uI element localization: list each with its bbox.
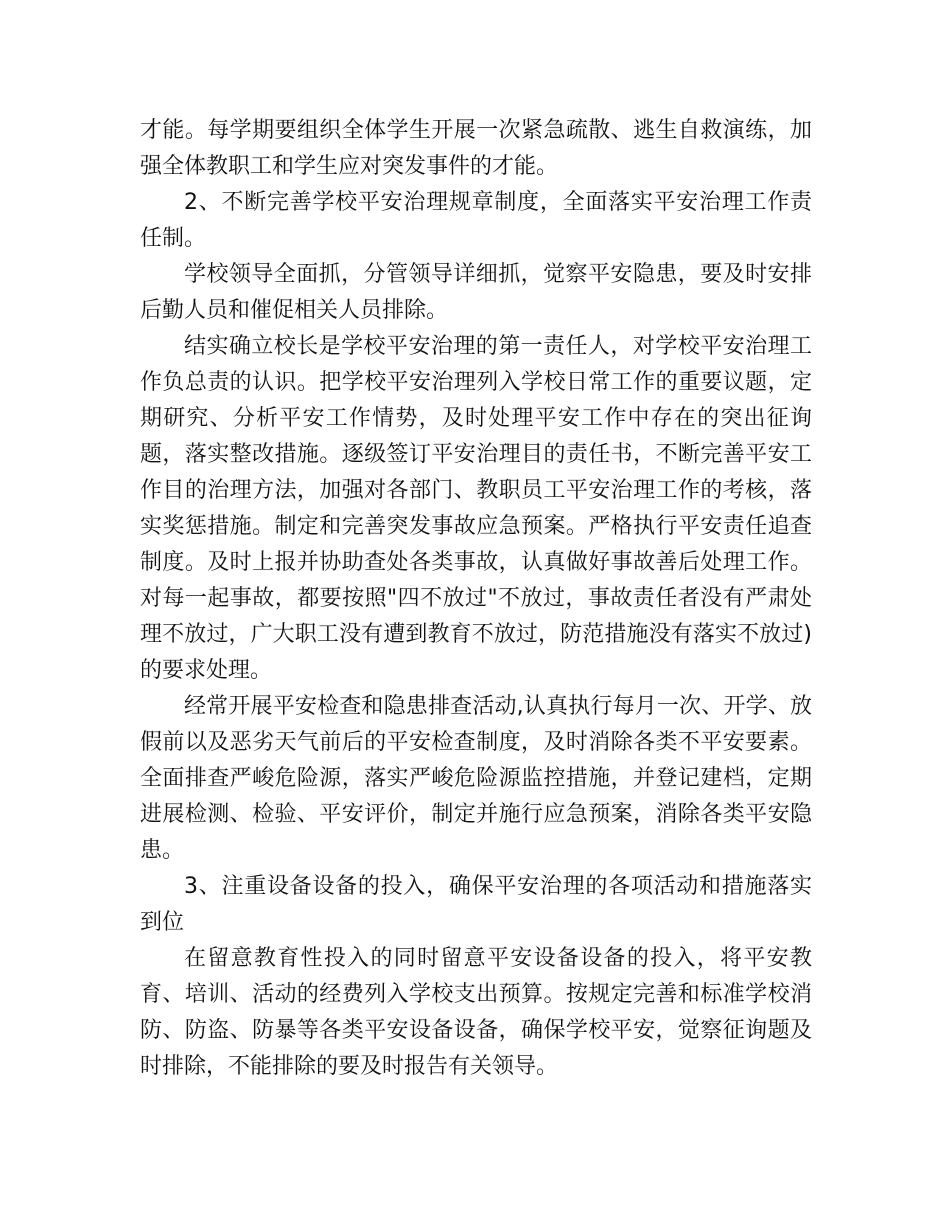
paragraph: 学校领导全面抓，分管领导详细抓，觉察平安隐患，要及时安排后勤人员和催促相关人员排除。 — [140, 262, 812, 323]
document-body — [140, 113, 812, 1085]
paragraph-heading-2: 2、不断完善学校平安治理规章制度，全面落实平安治理工作责任制。 — [140, 190, 812, 251]
paragraph: 结实确立校长是学校平安治理的第一责任人，对学校平安治理工作负总责的认识。把学校平安治理列入学校日常工作的重要议题，定期研究、分析平安工作情势，及时处理平安工作中存在的突出征询题，落实整改措施。逐级签订平安治理目的责任书，不断完善平安工作目的治理方法，加强对各部门、教职员工平安治理工作的考核，落实奖惩措施。制定和完善突发事故应急预案。严格执行平安责任追查制度。及时上报并协助查处各类事故，认真做好事故善后处理工作。对每一起事故，都要按照"四不放过"不放过，事故责任者没有严肃处理不放过，广大职工没有遭到教育不放过，防范措施没有落实不放过)的要求处理。 — [140, 334, 812, 683]
paragraph: 在留意教育性投入的同时留意平安设备设备的投入，将平安教育、培训、活动的经费列入学校支出预算。按规定完善和标准学校消防、防盗、防暴等各类平安设备设备，确保学校平安，觉察征询题及时排除，不能排除的要及时报告有关领导。 — [140, 946, 812, 1079]
paragraph-heading-3: 3、注重设备设备的投入，确保平安治理的各项活动和措施落实到位 — [140, 874, 812, 935]
paragraph: 经常开展平安检查和隐患排查活动,认真执行每月一次、开学、放假前以及恶劣天气前后的平安检查制度，及时消除各类不平安要素。全面排查严峻危险源，落实严峻危险源监控措施，并登记建档，定期进展检测、检验、平安评价，制定并施行应急预案，消除各类平安隐患。 — [140, 694, 812, 863]
paragraph-continuation: 才能。每学期要组织全体学生开展一次紧急疏散、逃生自救演练，加强全体教职工和学生应对突发事件的才能。 — [140, 118, 812, 179]
